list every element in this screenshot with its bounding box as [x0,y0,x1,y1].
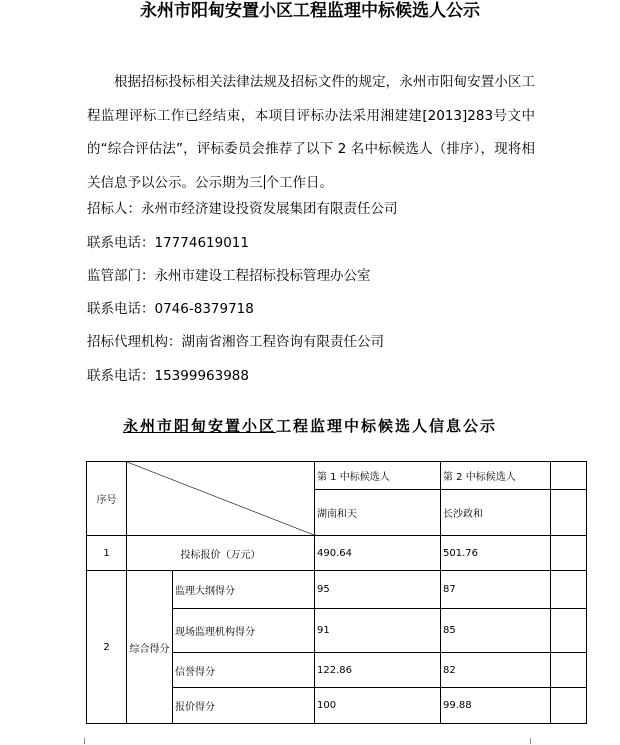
contact-value: 湖南省湘咨工程咨询有限责任公司 [181,334,384,350]
contact-value: 0746-8379718 [154,301,254,317]
page-corner-mark-left [78,738,85,744]
score-candidate-2: 87 [441,571,551,609]
candidate-1-name: 湖南和天 [315,490,441,536]
blank-cell [551,571,587,609]
contact-value: 17774619011 [154,235,249,251]
contact-label: 联系电话： [87,368,155,384]
table-title-rest: 工程监理中标候选人信息公示 [276,417,498,435]
page-corner-mark-right [530,738,537,744]
blank-cell [551,688,587,724]
composite-score-label: 综合得分 [127,571,173,724]
contact-value: 永州市经济建设投资发展集团有限责任公司 [141,201,398,217]
score-candidate-1: 100 [315,688,441,724]
candidate-2-header: 第 2 中标候选人 [441,462,551,490]
row2-seq: 2 [87,571,127,724]
score-candidate-2: 99.88 [441,688,551,724]
contact-line-tenderer [87,199,398,219]
table-title-underlined: 永州市阳甸安置小区 [122,417,276,435]
text-cursor [264,175,265,189]
candidate-table [86,461,587,724]
blank-cell [551,653,587,688]
contact-label: 联系电话： [87,235,155,251]
score-candidate-1: 122.86 [315,653,441,688]
contact-value: 15399963988 [154,368,249,384]
row1-seq: 1 [87,536,127,571]
contact-label: 招标人： [87,201,141,217]
contact-label: 监管部门： [87,268,155,284]
contact-line-supervisor [87,266,371,286]
document-title: 永州市阳甸安置小区工程监理中标候选人公示 [140,1,480,21]
candidate-1-header: 第 1 中标候选人 [315,462,441,490]
bid-price-label: 投标报价（万元） [127,536,315,571]
table-title [0,415,620,436]
contact-line-agency [87,332,384,352]
blank-cell [551,490,587,536]
blank-cell [551,609,587,653]
contact-line-supervisor-phone [87,299,254,319]
score-item-label: 报价得分 [173,688,315,724]
score-candidate-1: 91 [315,609,441,653]
intro-text-part2: 个工作日。 [265,174,333,191]
contact-label: 联系电话： [87,301,155,317]
bid-price-candidate-2: 501.76 [441,536,551,571]
diagonal-header-cell [127,462,315,536]
contact-label: 招标代理机构： [87,334,182,350]
intro-text-part1: 根据招标投标相关法律法规及招标文件的规定，永州市阳甸安置小区工程监理评标工作已经结束，本项目评标办法采用湘建建[2013]283号文中的“综合评估法”，评标委员会推荐了以下 2 名中标候选人（排序），现将相关信息予以公示。公示期为三 [87,74,535,191]
intro-paragraph [87,66,535,200]
blank-cell [551,462,587,490]
score-candidate-2: 85 [441,609,551,653]
score-item-label: 现场监理机构得分 [173,609,315,653]
score-item-label: 信誉得分 [173,653,315,688]
candidate-2-name: 长沙政和 [441,490,551,536]
blank-cell [551,536,587,571]
seq-header: 序号 [87,462,127,536]
score-candidate-2: 82 [441,653,551,688]
contact-line-agency-phone [87,366,249,386]
score-candidate-1: 95 [315,571,441,609]
bid-price-candidate-1: 490.64 [315,536,441,571]
contact-value: 永州市建设工程招标投标管理办公室 [154,268,371,284]
score-item-label: 监理大纲得分 [173,571,315,609]
contact-line-tenderer-phone [87,233,249,253]
